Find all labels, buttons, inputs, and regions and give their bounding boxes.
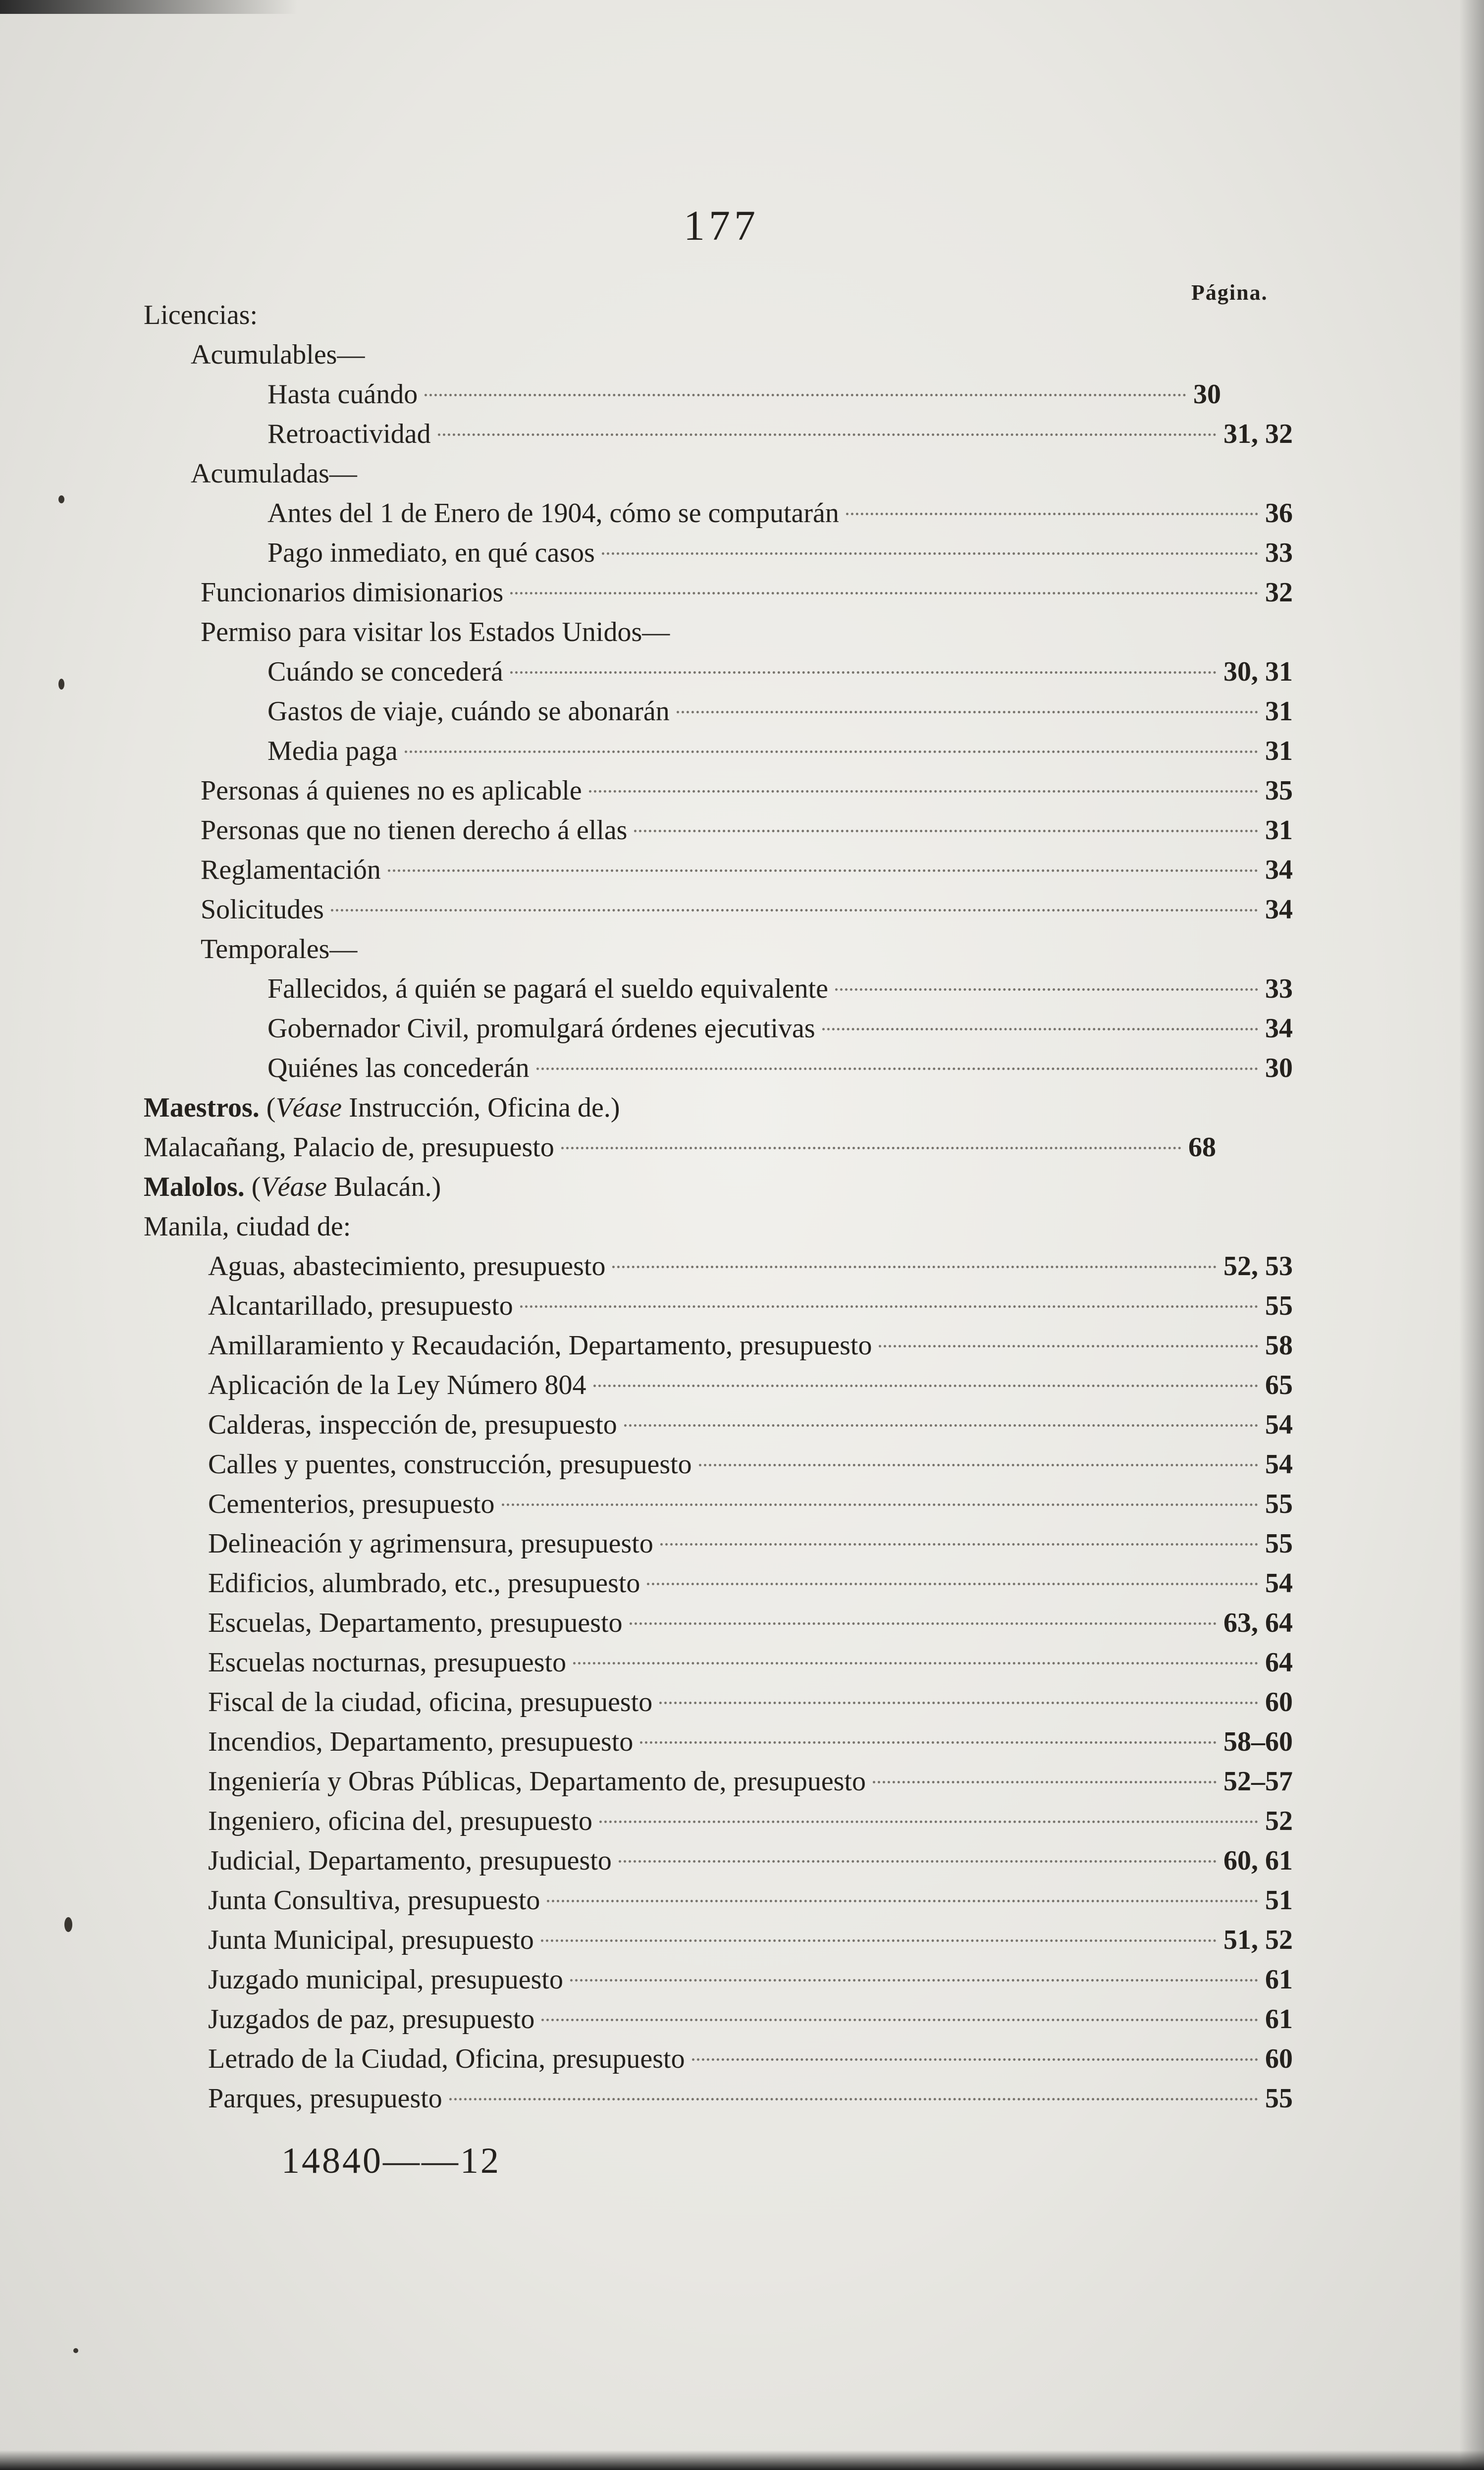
index-entry: [201, 889, 1293, 930]
index-heading-manila: Manila, ciudad de:: [144, 1211, 351, 1242]
open-paren: (: [251, 1172, 261, 1202]
entry-pages: 65: [1265, 1370, 1293, 1400]
entry-label: Escuelas, Departamento, presupuesto: [208, 1608, 623, 1638]
entry-pages: 58: [1265, 1330, 1293, 1361]
index-entry: [208, 1444, 1293, 1485]
page-speck: [73, 2348, 78, 2353]
dot-leader: [502, 1503, 1258, 1506]
entry-label: Juzgado municipal, presupuesto: [208, 1964, 563, 1995]
close-paren: ): [431, 1172, 441, 1202]
entry-pages: 35: [1265, 775, 1293, 806]
entry-pages: 31: [1265, 736, 1293, 766]
entry-label: Pago inmediato, en qué casos: [267, 537, 595, 568]
entry-label: Delineación y agrimensura, presupuesto: [208, 1528, 653, 1559]
dot-leader: [630, 1622, 1217, 1625]
dot-leader: [599, 1821, 1258, 1823]
entry-pages: 30: [1265, 1053, 1293, 1083]
dot-leader: [388, 869, 1258, 872]
index-entry-malolos: [144, 1167, 441, 1207]
entry-pages: 54: [1265, 1449, 1293, 1480]
dot-leader: [331, 909, 1258, 912]
page-number: 177: [684, 202, 759, 249]
dot-leader: [510, 592, 1258, 594]
entry-label: Personas á quienes no es aplicable: [201, 775, 582, 806]
entry-label: Cementerios, presupuesto: [208, 1489, 495, 1519]
entry-label: Edificios, alumbrado, etc., presupuesto: [208, 1568, 640, 1599]
entry-pages: 60: [1265, 1687, 1293, 1718]
index-entry: [201, 572, 1293, 613]
index-entry: [267, 1048, 1293, 1088]
dot-leader: [612, 1266, 1217, 1268]
entry-label: Reglamentación: [201, 855, 381, 885]
index-entry: [208, 1801, 1293, 1841]
entry-label: Ingeniero, oficina del, presupuesto: [208, 1806, 592, 1836]
page-column-header: Página.: [1191, 280, 1268, 305]
index-entry-maestros: [144, 1087, 620, 1128]
index-entry: [208, 1920, 1293, 1960]
entry-pages: 55: [1265, 1528, 1293, 1559]
entry-label: Judicial, Departamento, presupuesto: [208, 1845, 612, 1876]
see-reference-word: Véase: [261, 1172, 327, 1202]
entry-label: Retroactividad: [267, 419, 431, 449]
entry-label: Solicitudes: [201, 894, 324, 925]
entry-label: Gastos de viaje, cuándo se abonarán: [267, 696, 670, 727]
subheading-acumulables: Acumulables—: [191, 339, 365, 370]
subheading-temporales: Temporales—: [201, 934, 358, 965]
entry-label: Ingeniería y Obras Públicas, Departamento de, presupuesto: [208, 1766, 866, 1797]
entry-label: Malolos.: [144, 1172, 245, 1202]
dot-leader: [659, 1702, 1258, 1704]
entry-label: Calles y puentes, construcción, presupuesto: [208, 1449, 692, 1480]
entry-pages: 55: [1265, 2083, 1293, 2114]
dot-leader: [570, 1979, 1258, 1982]
entry-label: Maestros.: [144, 1092, 260, 1123]
entry-pages: 60, 61: [1223, 1845, 1293, 1876]
entry-pages: 52–57: [1223, 1766, 1293, 1797]
entry-label: Aguas, abastecimiento, presupuesto: [208, 1251, 606, 1282]
index-entry: [208, 1286, 1293, 1326]
index-entry: [208, 1365, 1293, 1405]
entry-label: Quiénes las concederán: [267, 1053, 530, 1083]
entry-pages: 55: [1265, 1290, 1293, 1321]
entry-label: Aplicación de la Ley Número 804: [208, 1370, 586, 1400]
entry-pages: 68: [1188, 1132, 1216, 1163]
dot-leader: [624, 1424, 1258, 1427]
index-entry: [208, 1325, 1293, 1366]
entry-label: Cuándo se concederá: [267, 656, 503, 687]
entry-label: Incendios, Departamento, presupuesto: [208, 1726, 634, 1757]
index-entry: [267, 533, 1293, 573]
index-entry: [267, 651, 1293, 692]
index-entry: [267, 374, 1221, 415]
cross-reference: Bulacán.: [334, 1172, 432, 1202]
printer-signature: 14840——12: [281, 2141, 501, 2181]
dot-leader: [660, 1543, 1258, 1546]
entry-label: Amillaramiento y Recaudación, Departamento, presupuesto: [208, 1330, 872, 1361]
entry-label: Letrado de la Ciudad, Oficina, presupuesto: [208, 2043, 685, 2074]
entry-pages: 54: [1265, 1568, 1293, 1599]
dot-leader: [547, 1900, 1258, 1902]
index-entry: [208, 2039, 1293, 2079]
entry-pages: 51: [1265, 1885, 1293, 1916]
dot-leader: [873, 1781, 1217, 1783]
entry-pages: 32: [1265, 577, 1293, 608]
entry-label: Media paga: [267, 736, 398, 766]
index-entry: [208, 1761, 1293, 1802]
dot-leader: [573, 1662, 1258, 1665]
index-entry: [208, 1603, 1293, 1643]
index-entry: [208, 1563, 1293, 1604]
entry-pages: 31: [1265, 815, 1293, 846]
entry-label: Personas que no tienen derecho á ellas: [201, 815, 628, 846]
entry-pages: 54: [1265, 1409, 1293, 1440]
subheading-permiso: Permiso para visitar los Estados Unidos—: [201, 617, 670, 647]
open-paren: (: [266, 1092, 276, 1123]
entry-label: Escuelas nocturnas, presupuesto: [208, 1647, 567, 1678]
dot-leader: [822, 1028, 1258, 1030]
entry-pages: 64: [1265, 1647, 1293, 1678]
entry-pages: 34: [1265, 894, 1293, 925]
index-entry: [208, 1484, 1293, 1524]
entry-label: Junta Municipal, presupuesto: [208, 1925, 534, 1955]
index-entry: [208, 1523, 1293, 1564]
entry-label: Juzgados de paz, presupuesto: [208, 2004, 535, 2035]
index-entry: [267, 968, 1293, 1009]
entry-pages: 60: [1265, 2043, 1293, 2074]
dot-leader: [647, 1583, 1258, 1585]
subheading-acumuladas: Acumuladas—: [191, 458, 357, 489]
dot-leader: [619, 1860, 1217, 1863]
index-entry: [208, 1840, 1293, 1881]
entry-pages: 58–60: [1223, 1726, 1293, 1757]
index-entry: [208, 2078, 1293, 2119]
entry-pages: 33: [1265, 537, 1293, 568]
index-entry: [208, 1959, 1293, 2000]
index-heading-licencias: Licencias:: [144, 300, 258, 330]
dot-leader: [602, 552, 1258, 555]
see-reference-word: Véase: [275, 1092, 342, 1123]
dot-leader: [424, 394, 1186, 396]
close-paren: ): [610, 1092, 620, 1123]
entry-pages: 34: [1265, 855, 1293, 885]
dot-leader: [692, 2058, 1258, 2061]
index-entry: [201, 850, 1293, 890]
dot-leader: [634, 830, 1258, 832]
index-entry: [267, 1008, 1293, 1049]
scan-edge-shadow-bottom: [0, 2450, 1484, 2470]
entry-pages: 52: [1265, 1806, 1293, 1836]
entry-label: Alcantarillado, presupuesto: [208, 1290, 513, 1321]
entry-pages: 31: [1265, 696, 1293, 727]
index-entry: [201, 810, 1293, 851]
cross-reference: Instrucción, Oficina de.: [349, 1092, 611, 1123]
index-entry: [267, 731, 1293, 771]
entry-label: Junta Consultiva, presupuesto: [208, 1885, 540, 1916]
entry-pages: 52, 53: [1223, 1251, 1293, 1282]
entry-label: Antes del 1 de Enero de 1904, cómo se computarán: [267, 498, 839, 529]
entry-label: Parques, presupuesto: [208, 2083, 442, 2114]
page-speck: [58, 679, 64, 690]
scan-edge-shadow-right: [1459, 0, 1484, 2470]
entry-pages: 36: [1265, 498, 1293, 529]
entry-label: Malacañang, Palacio de, presupuesto: [144, 1132, 554, 1163]
dot-leader: [593, 1385, 1258, 1387]
index-entry: [267, 691, 1293, 732]
entry-pages: 55: [1265, 1489, 1293, 1519]
page-speck: [64, 1917, 72, 1932]
entry-pages: 61: [1265, 2004, 1293, 2035]
dot-leader: [835, 988, 1258, 991]
entry-pages: 63, 64: [1223, 1608, 1293, 1638]
index-entry: [208, 1682, 1293, 1722]
entry-label: Fiscal de la ciudad, oficina, presupuesto: [208, 1687, 653, 1718]
entry-label: Funcionarios dimisionarios: [201, 577, 504, 608]
dot-leader: [520, 1305, 1258, 1308]
dot-leader: [677, 711, 1258, 713]
dot-leader: [879, 1345, 1258, 1347]
entry-pages: 61: [1265, 1964, 1293, 1995]
entry-pages: 31, 32: [1223, 419, 1293, 449]
index-entry: [208, 1246, 1293, 1287]
entry-label: Gobernador Civil, promulgará órdenes ejecutivas: [267, 1013, 815, 1044]
index-entry: [208, 1999, 1293, 2040]
entry-pages: 30: [1193, 379, 1221, 410]
dot-leader: [699, 1464, 1258, 1466]
dot-leader: [438, 433, 1217, 436]
dot-leader: [640, 1741, 1217, 1744]
page-speck: [58, 495, 64, 503]
entry-label: Fallecidos, á quién se pagará el sueldo equivalente: [267, 973, 829, 1004]
entry-label: Hasta cuándo: [267, 379, 418, 410]
index-entry: [208, 1642, 1293, 1683]
index-entry: [144, 1127, 1216, 1168]
entry-pages: 51, 52: [1223, 1925, 1293, 1955]
dot-leader: [846, 513, 1258, 515]
dot-leader: [510, 671, 1217, 674]
entry-pages: 34: [1265, 1013, 1293, 1044]
index-entry: [267, 493, 1293, 534]
entry-label: Calderas, inspección de, presupuesto: [208, 1409, 617, 1440]
dot-leader: [541, 2019, 1258, 2021]
index-entry: [267, 414, 1293, 454]
dot-leader: [561, 1147, 1181, 1149]
scan-edge-shadow-top: [0, 0, 297, 14]
index-entry: [208, 1721, 1293, 1762]
index-entry: [208, 1404, 1293, 1445]
index-entry: [201, 770, 1293, 811]
index-entry: [208, 1880, 1293, 1921]
dot-leader: [589, 790, 1258, 793]
dot-leader: [405, 751, 1258, 753]
dot-leader: [449, 2098, 1258, 2100]
entry-pages: 30, 31: [1223, 656, 1293, 687]
dot-leader: [536, 1068, 1258, 1070]
entry-pages: 33: [1265, 973, 1293, 1004]
dot-leader: [541, 1939, 1217, 1942]
